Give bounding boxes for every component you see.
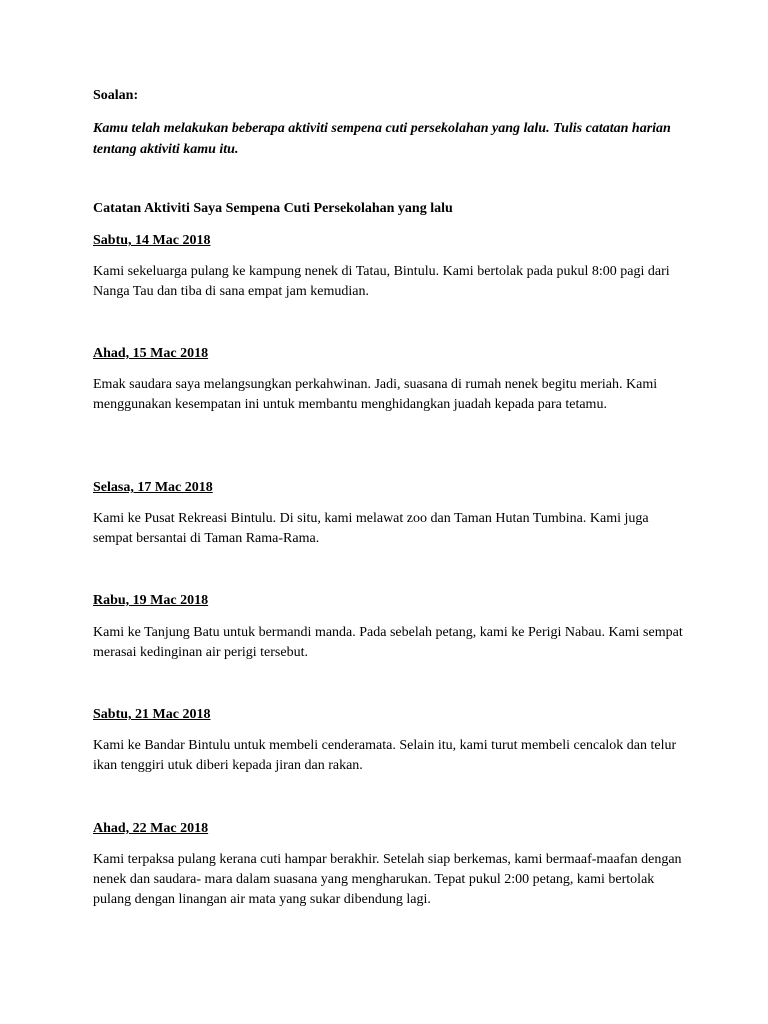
entry-text: Kami sekeluarga pulang ke kampung nenek di Tatau, Bintulu. Kami bertolak pada pukul 8:00 pagi dari Nanga Tau dan tiba di sana empat jam kemudian. [93, 264, 670, 299]
entry-text: Kami terpaksa pulang kerana cuti hampar berakhir. Setelah siap berkemas, kami bermaaf-maafan dengan nenek dan saudara- mara dalam suasana yang mengharukan. Tepat pukul 2:00 petang, kami bertolak pulang dengan linangan air mata yang sukar dibendung lagi. [93, 852, 682, 907]
entry-text: Kami ke Tanjung Batu untuk bermandi manda. Pada sebelah petang, kami ke Perigi Nabau. Kami sempat merasai kedinginan air perigi tersebut. [93, 625, 683, 660]
entry-date: Ahad, 15 Mac 2018 [93, 346, 209, 361]
entry-text: Kami ke Pusat Rekreasi Bintulu. Di situ, kami melawat zoo dan Taman Hutan Tumbina. Kami juga sempat bersantai di Taman Rama-Rama. [93, 511, 649, 546]
entry-date: Rabu, 19 Mac 2018 [93, 593, 209, 608]
entry-text: Kami ke Bandar Bintulu untuk membeli cenderamata. Selain itu, kami turut membeli cencalok dan telur ikan tenggiri utuk diberi kepada jiran dan rakan. [93, 738, 677, 773]
question-text: Kamu telah melakukan beberapa aktiviti sempena cuti persekolahan yang lalu. Tulis catatan harian tentang aktiviti kamu itu. [93, 121, 671, 157]
entry-date: Sabtu, 14 Mac 2018 [93, 233, 211, 248]
entry-date: Ahad, 22 Mac 2018 [93, 821, 209, 836]
entry-date: Selasa, 17 Mac 2018 [93, 480, 213, 495]
entry-date: Sabtu, 21 Mac 2018 [93, 707, 211, 722]
question-label: Soalan: [93, 88, 139, 103]
diary-title: Catatan Aktiviti Saya Sempena Cuti Persekolahan yang lalu [93, 201, 453, 216]
entry-text: Emak saudara saya melangsungkan perkahwinan. Jadi, suasana di rumah nenek begitu meriah. Kami menggunakan kesempatan ini untuk membantu menghidangkan juadah kepada para tetamu. [93, 377, 658, 412]
